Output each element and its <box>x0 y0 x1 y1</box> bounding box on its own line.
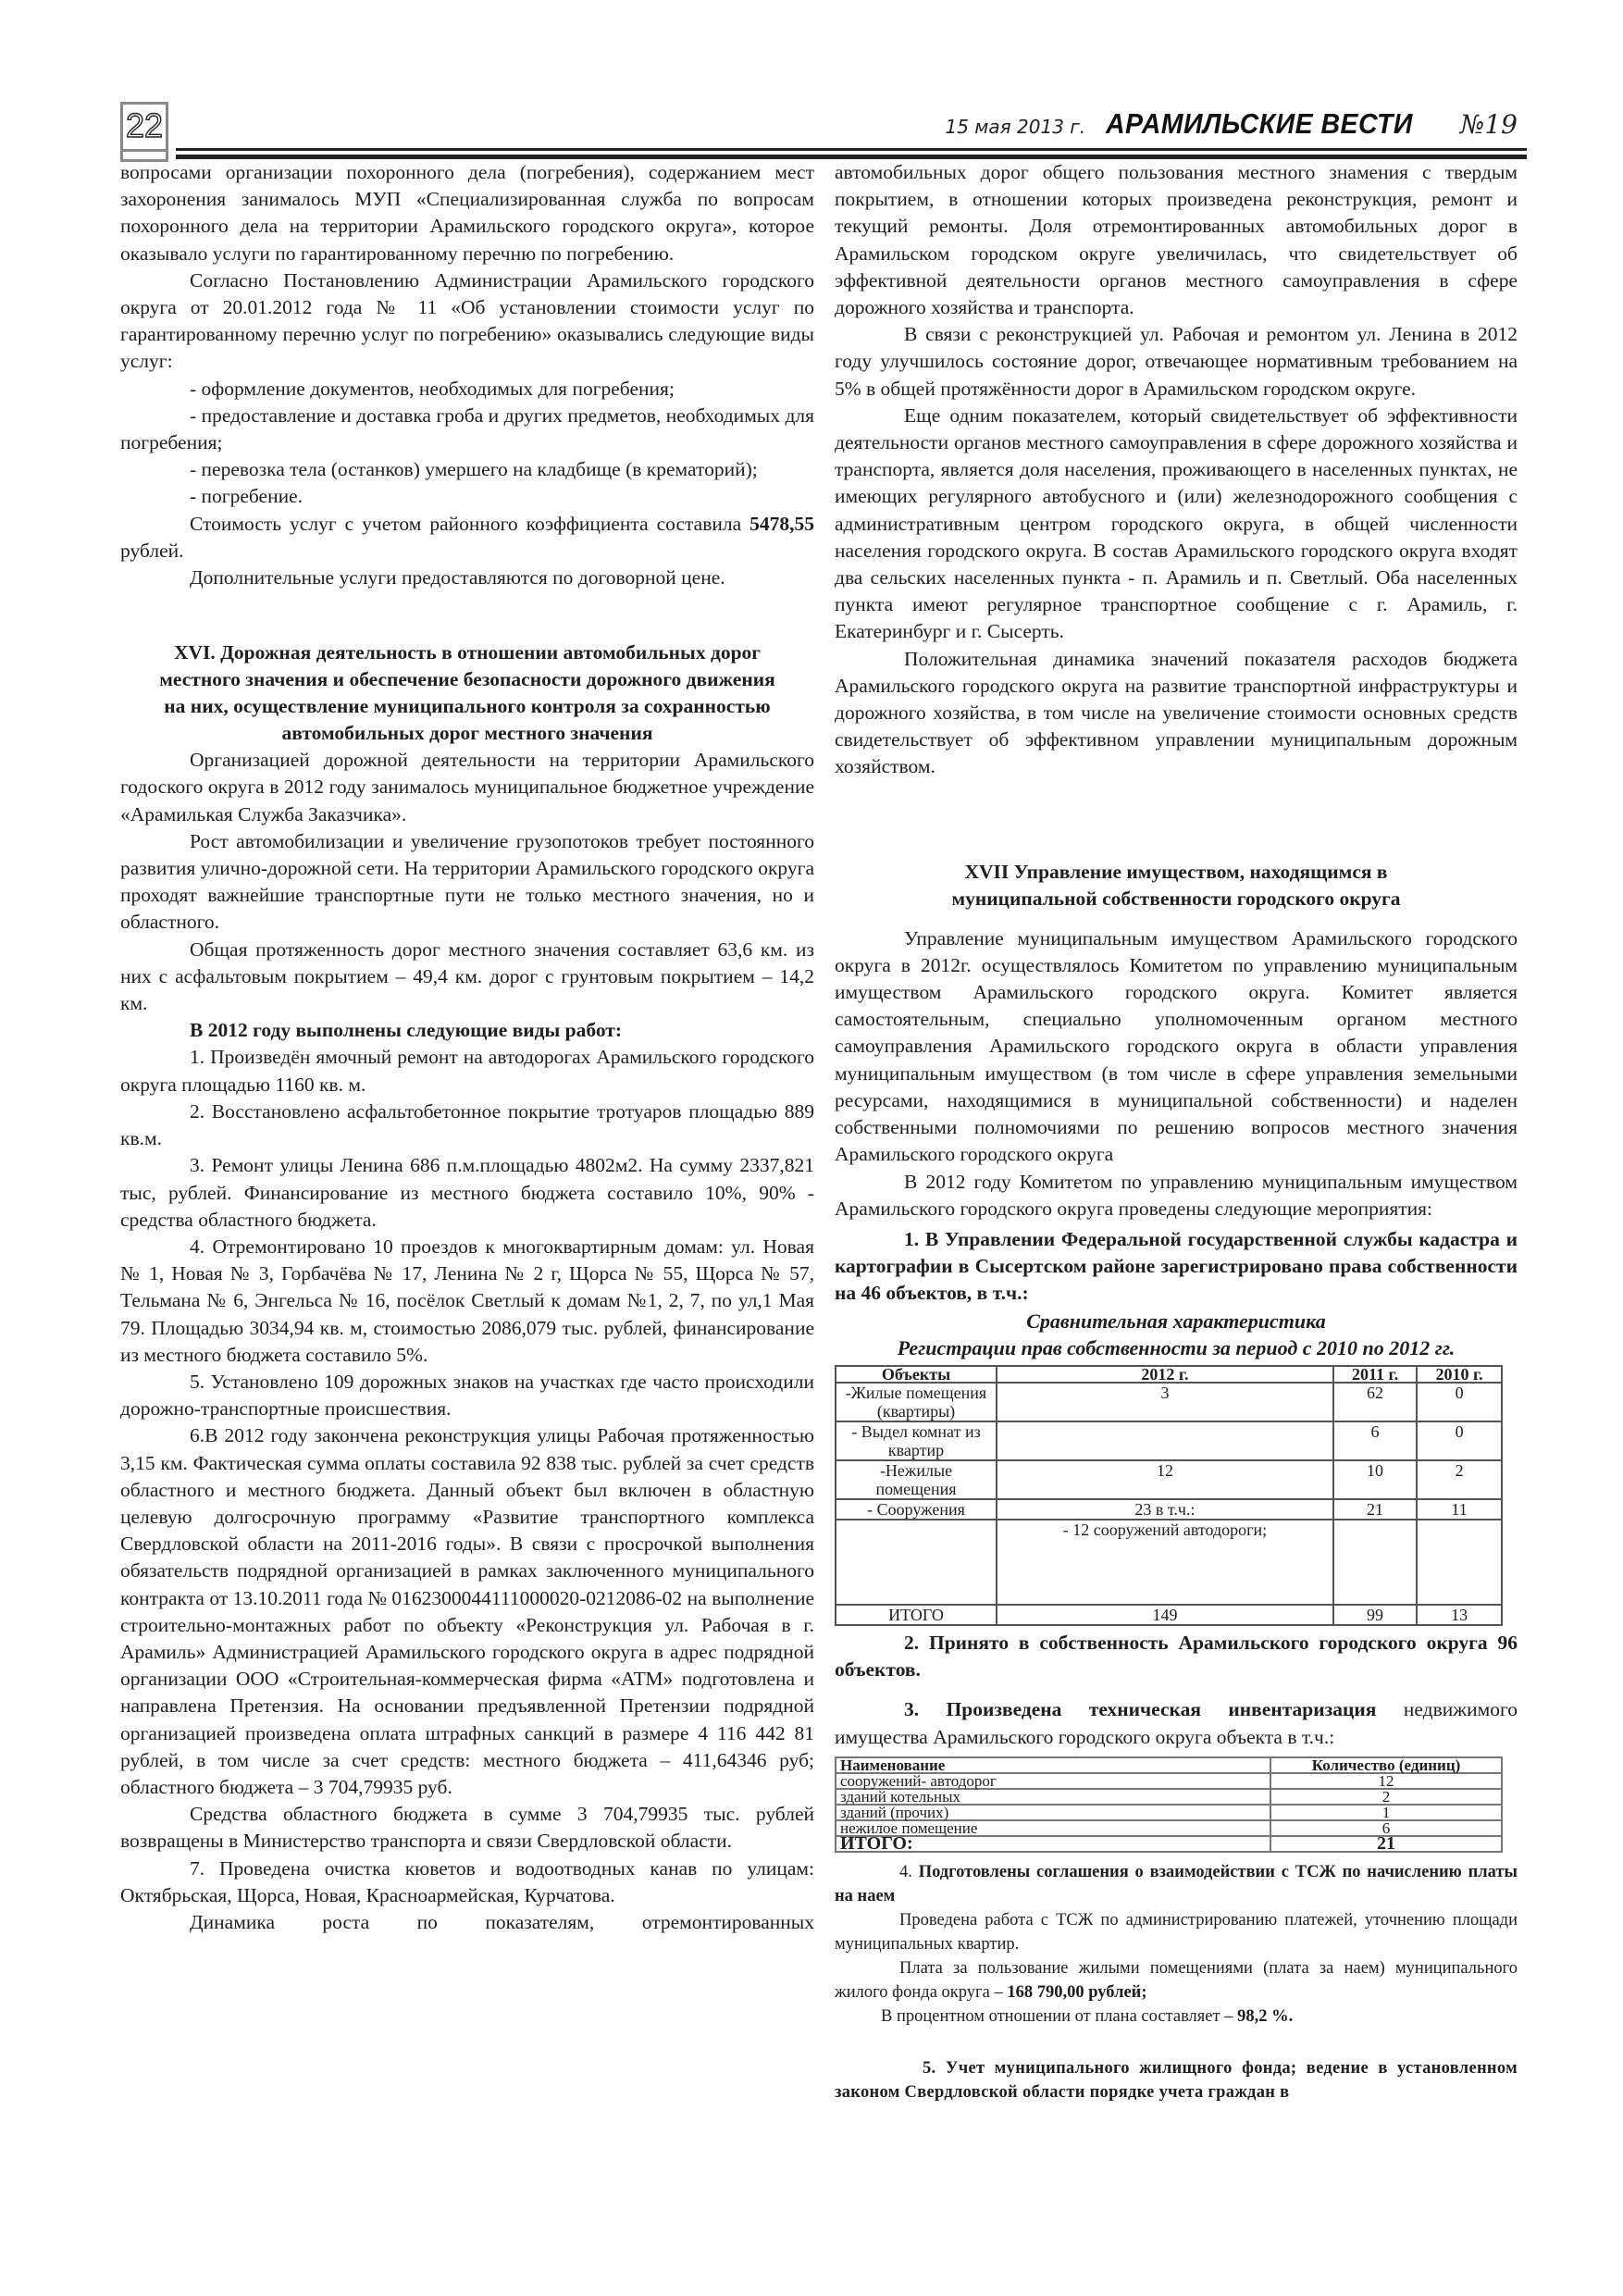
table-row <box>836 1805 1502 1820</box>
table-cell <box>836 1520 997 1605</box>
section-17-title <box>835 859 1518 912</box>
item-5: 5. Учет муниципального жилищного фонда; ведение в установленном законом Свердловской области порядке учета граждан в <box>835 2058 1518 2102</box>
table-total-row <box>836 1605 1502 1625</box>
work-item: Средства областного бюджета в сумме 3 704,79935 тыс. рублей возвращены в Министерство транспорта и связи Свердловской области. <box>120 1803 814 1853</box>
right-column <box>835 159 1518 2104</box>
table-row <box>836 1421 1502 1460</box>
list-item: - предоставление и доставка гроба и других предметов, необходимых для погребения; <box>120 403 814 454</box>
column-header: 2010 г. <box>1417 1366 1502 1383</box>
issue-number: №19 <box>1459 109 1518 140</box>
paragraph: В связи с реконструкцией ул. Рабочая и ремонтом ул. Ленина в 2012 году улучшилось состояние дорог, отвечающее нормативным требованием на 5% в общей протяжённости дорог в Арамильском городском округе. <box>835 323 1518 400</box>
left-column <box>120 159 814 1936</box>
table-cell: 6 <box>1333 1421 1417 1460</box>
table-cell: - Выдел комнат из квартир <box>836 1421 997 1460</box>
column-header: 2012 г. <box>997 1366 1333 1383</box>
table-cell: 10 <box>1333 1460 1417 1499</box>
section-17-title-line2: муниципальной собственности городского округа <box>951 887 1401 910</box>
work-item: 7. Проведена очистка кюветов и водоотводных канав по улицам: Октябрьская, Щорса, Новая, Красноармейская, Курчатова. <box>120 1856 814 1906</box>
paragraph: Еще одним показателем, который свидетельствует об эффективности деятельности органов местного самоуправления в сфере дорожного хозяйства и транспорта, является доля населения, проживающего в населенных пунктах, не имеющих регулярного автобусного и (или) железнодорожного сообщения с административным центром городского округа, в общей численности населения городского округа. В состав Арамильского городского округа входят два сельских населенных пункта - п. Арамиль и п. Светлый. Оба населенных пункта имеют регулярное транспортное сообщение с г. Арамиль, г. Екатеринбург и г. Сысерть. <box>835 403 1518 643</box>
table-cell: ИТОГО: <box>836 1836 1270 1852</box>
paragraph: Динамика роста по показателям, отремонтированных <box>190 1910 814 1933</box>
item-4-number: 4. <box>899 1862 919 1881</box>
table-cell: 11 <box>1417 1499 1502 1520</box>
item-4-block <box>835 1860 1518 2029</box>
table-cell: -Жилые помещения (квартиры) <box>836 1383 997 1421</box>
table-total-row <box>836 1836 1502 1852</box>
table-cell: 3 <box>997 1383 1333 1421</box>
table-cell <box>1417 1520 1502 1605</box>
work-item: 5. Установлено 109 дорожных знаков на участках где часто происходили дорожно-транспортные происшествия. <box>120 1370 814 1421</box>
table-row <box>836 1383 1502 1421</box>
table-cell: 12 <box>1270 1773 1502 1789</box>
table-cell: - Сооружения <box>836 1499 997 1520</box>
table-cell: зданий котельных <box>836 1789 1270 1805</box>
table-cell: 23 в т.ч.: <box>997 1499 1333 1520</box>
work-item: 2. Восстановлено асфальтобетонное покрытие тротуаров площадью 889 кв.м. <box>120 1099 814 1150</box>
table-row <box>836 1773 1502 1789</box>
header-rule <box>176 148 1527 151</box>
paragraph <box>835 1956 1518 2004</box>
work-item: 1. Произведён ямочный ремонт на автодорогах Арамильского городского округа площадью 1160 кв. м. <box>120 1046 814 1096</box>
paragraph: Согласно Постановлению Администрации Арамильского городского округа от 20.01.2012 года № 11 «Об установлении стоимости услуг по гарантированному перечню услуг по погребению» оказывались следующие виды услуг: <box>120 268 814 373</box>
table-row <box>836 1789 1502 1805</box>
table-cell: 0 <box>1417 1383 1502 1421</box>
section-17-title-line1: XVII Управление имуществом, находящимся в <box>964 860 1388 883</box>
issue-date: 15 мая 2013 г. <box>945 116 1086 138</box>
table-cell: - 12 сооружений автодороги; <box>997 1520 1333 1605</box>
plan-percent-value: 98,2 %. <box>1237 2006 1294 2026</box>
item-1: 1. В Управлении Федеральной государственной службы кадастра и картографии в Сысертском районе зарегистрировано права собственности на 46 объектов, в т.ч.: <box>835 1227 1518 1305</box>
table-cell: 1 <box>1270 1805 1502 1820</box>
rent-value: 168 790,00 рублей; <box>1007 1982 1147 2002</box>
table-cell: 12 <box>997 1460 1333 1499</box>
table-cell: сооружений- автодорог <box>836 1773 1270 1789</box>
table-row <box>836 1460 1502 1499</box>
table-cell: нежилое помещение <box>836 1820 1270 1836</box>
table-cell: 21 <box>1270 1836 1502 1852</box>
paragraph: вопросами организации похоронного дела (погребения), содержанием мест захоронения занималось МУП «Специализированная служба по вопросам похоронного дела на территории Арамильского городского округа», которое оказывало услуги по гарантированному перечню по погребению. <box>120 161 814 265</box>
paragraph: Рост автомобилизации и увеличение грузопотоков требует постоянного развития улично-дорожной сети. На территории Арамильского городского округа проходят важнейшие транспортные пути не только местного значения, но и областного. <box>120 829 814 934</box>
paragraph: Дополнительные услуги предоставляются по договорной цене. <box>190 566 725 590</box>
table-caption: Регистрации прав собственности за период с 2010 по 2012 гг. <box>897 1335 1456 1359</box>
list-item: - погребение. <box>190 485 304 508</box>
table-cell: 21 <box>1333 1499 1417 1520</box>
paragraph: В 2012 году Комитетом по управлению муниципальным имуществом Арамильского городского округа проведены следующие мероприятия: <box>835 1170 1518 1220</box>
table-cell <box>997 1421 1333 1460</box>
table-cell: ИТОГО <box>836 1605 997 1625</box>
cost-text: Стоимость услуг с учетом районного коэффициента составила <box>190 512 742 535</box>
table-caption: Сравнительная характеристика <box>1026 1309 1326 1333</box>
paragraph <box>835 2004 1518 2029</box>
table-cell: 99 <box>1333 1605 1417 1625</box>
table-cell: 62 <box>1333 1383 1417 1421</box>
paragraph: автомобильных дорог общего пользования местного знамения с твердым покрытием, в отношении которых произведена реконструкция, ремонт и текущий ремонты. Доля отремонтированных автомобильных дорог в Арамильском городском округе увеличилась, что свидетельствует об эффективной деятельности органов местного самоуправления в сфере дорожного хозяйства и транспорта. <box>835 161 1518 319</box>
column-header: Наименование <box>836 1757 1270 1773</box>
table-cell: 2 <box>1417 1460 1502 1499</box>
item-3 <box>835 1696 1518 1750</box>
cost-value: 5478,55 <box>750 512 815 535</box>
column-header: Объекты <box>836 1366 997 1383</box>
table-row <box>836 1520 1502 1605</box>
list-item: - оформление документов, необходимых для погребения; <box>190 377 675 400</box>
work-item: 4. Отремонтировано 10 проездов к многоквартирным домам: ул. Новая № 1, Новая № 3, Горбачёва № 17, Ленина № 2 г, Щорса № 55, Щорса № 57, Тельмана № 6, Энгельса № 16, посёлок Светлый к домам №1, 2, 7, по ул,1 Мая 79. Площадью 3034,94 кв. м, стоимостью 2086,079 тыс. рублей, финансирование из местного бюджета составило 5%. <box>120 1235 814 1366</box>
paragraph: Управление муниципальным имуществом Арамильского городского округа в 2012г. осуществлялось Комитетом по управлению муниципальным имуществом Арамильского городского округа. Комитет является самостоятельным, специально уполномоченным органом местного самоуправления Арамильского городского округа в области управления муниципальным имуществом (в том числе в сфере управления земельными ресурсами, находящимися в муниципальной собственности) и наделен собственными полномочиями по решению вопросов местного значения Арамильского городского округа <box>835 926 1518 1166</box>
plan-percent-text: В процентном отношении от плана составляет – <box>881 2006 1238 2026</box>
paragraph <box>120 511 814 565</box>
table-cell <box>1333 1520 1417 1605</box>
table-row <box>836 1499 1502 1520</box>
table-header-row <box>836 1366 1502 1383</box>
item-3-text: недвижимого имущества Арамильского городского округа объекта в т.ч.: <box>835 1698 1518 1748</box>
cost-unit: рублей. <box>120 539 184 562</box>
paragraph: Проведена работа с ТСЖ по администрированию платежей, уточнению площади муниципальных квартир. <box>835 1910 1518 1954</box>
page-number: 22 <box>120 102 168 152</box>
table-cell: 13 <box>1417 1605 1502 1625</box>
page-header <box>120 102 1527 157</box>
item-2: 2. Принято в собственность Арамильского городского округа 96 объектов. <box>835 1631 1518 1682</box>
table-header-row <box>836 1757 1502 1773</box>
item-4-title: Подготовлены соглашения о взаимодействии с ТСЖ по начислению платы на наем <box>835 1862 1518 1905</box>
registration-table <box>835 1365 1503 1626</box>
table-cell: зданий (прочих) <box>836 1805 1270 1820</box>
table-row <box>836 1820 1502 1836</box>
list-item: - перевозка тела (останков) умершего на кладбище (в крематорий); <box>190 458 758 481</box>
table-cell: 2 <box>1270 1789 1502 1805</box>
column-header: 2011 г. <box>1333 1366 1417 1383</box>
section-16-title: XVI. Дорожная деятельность в отношении автомобильных дорог местного значения и обеспечение безопасности дорожного движения на них, осуществление муниципального контроля за сохранностью автомобильных дорог местного значения <box>159 641 775 745</box>
work-item: 3. Ремонт улицы Ленина 686 п.м.площадью 4802м2. На сумму 2337,821 тыс, рублей. Финансирование из местного бюджета составило 10%, 90% - средства областного бюджета. <box>120 1154 814 1231</box>
rent-text: Плата за пользование жилыми помещениями (плата за наем) муниципального жилого фонда округа – <box>835 1958 1518 2002</box>
table-cell: 6 <box>1270 1820 1502 1836</box>
works-heading: В 2012 году выполнены следующие виды работ: <box>190 1019 623 1042</box>
table-cell: -Нежилые помещения <box>836 1460 997 1499</box>
paragraph: Положительная динамика значений показателя расходов бюджета Арамильского городского округа на развитие транспортной инфраструктуры и дорожного хозяйства, в том числе на увеличение стоимости основных средств свидетельствует об эффективном управлении муниципальным дорожным хозяйством. <box>835 647 1518 778</box>
item-4 <box>835 1860 1518 1908</box>
masthead <box>945 107 1518 141</box>
work-item: 6.В 2012 году закончена реконструкция улицы Рабочая протяженностью 3,15 км. Фактическая сумма оплаты составила 92 838 тыс. рублей за счет средств областного и местного бюджета. Данный объект был включен в областную целевую долгосрочную программу «Развитие транспортного комплекса Свердловской области на 2011-2016 годы». В связи с просрочкой выполнения обязательств подрядной организацией в рамках заключенного муниципального контракта от 13.10.2011 года № 0162300044111000020-0212086-02 на выполнение строительно-монтажных работ по объекту «Реконструкция ул. Рабочая в г. Арамиль» Администрацией Арамильского городского округа в адрес подрядной организации ООО «Строительная-коммерческая фирма «АТМ» подготовлена и направлена Претензия. На основании предъявленной Претензии подрядной организацией произведена оплата штрафных санкций в размере 4 116 442 81 рублей, в том числе за счет средств: местного бюджета – 411,64346 руб; областного бюджета – 3 704,79935 руб. <box>120 1424 814 1798</box>
paragraph: Общая протяженность дорог местного значения составляет 63,6 км. из них с асфальтовым покрытием – 49,4 км. дорог с грунтовым покрытием – 14,2 км. <box>120 937 814 1015</box>
item-3-bold: 3. Произведена техническая инвентаризация <box>904 1698 1377 1721</box>
column-header: Количество (единиц) <box>1270 1757 1502 1773</box>
paragraph: Организацией дорожной деятельности на территории Арамильского годоского округа в 2012 году занималось муниципальное бюджетное учреждение «Арамилькая Служба Заказчика». <box>120 749 814 825</box>
newspaper-title: АРАМИЛЬСКИЕ ВЕСТИ <box>1106 107 1414 140</box>
inventory-table <box>835 1756 1503 1853</box>
table-cell: 149 <box>997 1605 1333 1625</box>
table-cell: 0 <box>1417 1421 1502 1460</box>
